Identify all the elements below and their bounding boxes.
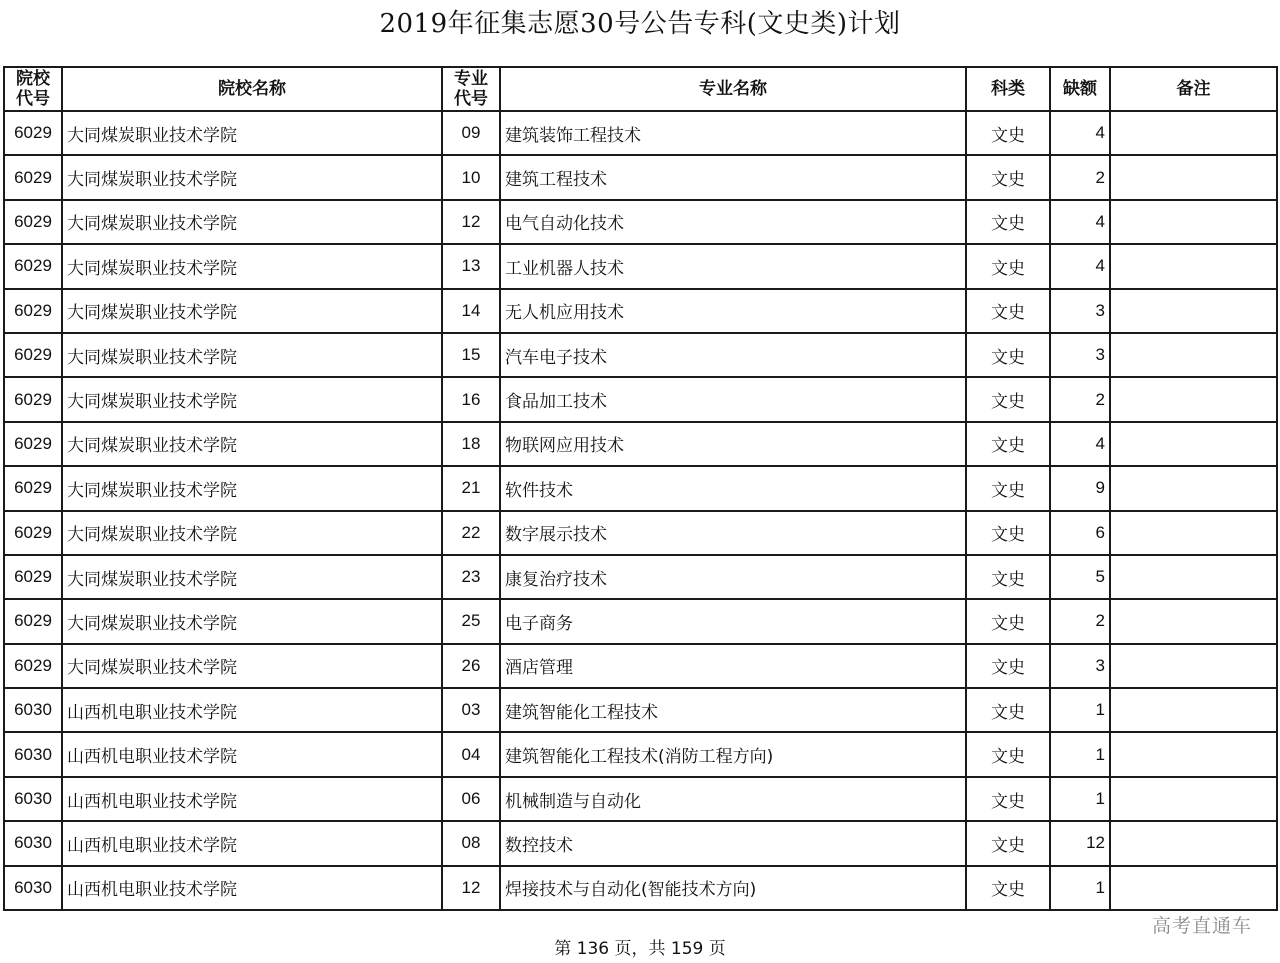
cell-major-code: 12 bbox=[442, 200, 500, 244]
cell-school-name: 大同煤炭职业技术学院 bbox=[62, 377, 442, 421]
cell-school-code: 6030 bbox=[4, 821, 62, 865]
cell-school-name: 大同煤炭职业技术学院 bbox=[62, 333, 442, 377]
cell-school-name: 大同煤炭职业技术学院 bbox=[62, 599, 442, 643]
cell-major-name: 电气自动化技术 bbox=[500, 200, 966, 244]
cell-remark bbox=[1110, 289, 1277, 333]
cell-quota: 2 bbox=[1050, 155, 1110, 199]
cell-school-code: 6029 bbox=[4, 555, 62, 599]
cell-school-name: 山西机电职业技术学院 bbox=[62, 821, 442, 865]
cell-remark bbox=[1110, 777, 1277, 821]
cell-major-code: 03 bbox=[442, 688, 500, 732]
table-row bbox=[4, 333, 1277, 377]
cell-major-code: 10 bbox=[442, 155, 500, 199]
table-row bbox=[4, 200, 1277, 244]
cell-quota: 3 bbox=[1050, 333, 1110, 377]
cell-school-code: 6030 bbox=[4, 777, 62, 821]
cell-category: 文史 bbox=[966, 599, 1050, 643]
header-school-name: 院校名称 bbox=[62, 67, 442, 111]
cell-school-name: 大同煤炭职业技术学院 bbox=[62, 200, 442, 244]
table-row bbox=[4, 821, 1277, 865]
cell-remark bbox=[1110, 200, 1277, 244]
cell-school-code: 6029 bbox=[4, 244, 62, 288]
cell-remark bbox=[1110, 644, 1277, 688]
cell-remark bbox=[1110, 244, 1277, 288]
cell-major-code: 23 bbox=[442, 555, 500, 599]
table-row bbox=[4, 599, 1277, 643]
cell-category: 文史 bbox=[966, 777, 1050, 821]
cell-school-code: 6029 bbox=[4, 644, 62, 688]
cell-major-code: 18 bbox=[442, 422, 500, 466]
cell-major-name: 康复治疗技术 bbox=[500, 555, 966, 599]
cell-major-name: 工业机器人技术 bbox=[500, 244, 966, 288]
cell-school-name: 大同煤炭职业技术学院 bbox=[62, 155, 442, 199]
cell-quota: 2 bbox=[1050, 599, 1110, 643]
table-row bbox=[4, 777, 1277, 821]
table-row bbox=[4, 511, 1277, 555]
cell-major-code: 25 bbox=[442, 599, 500, 643]
cell-major-code: 04 bbox=[442, 732, 500, 776]
cell-remark bbox=[1110, 511, 1277, 555]
table-row bbox=[4, 732, 1277, 776]
cell-remark bbox=[1110, 821, 1277, 865]
cell-remark bbox=[1110, 555, 1277, 599]
cell-major-code: 14 bbox=[442, 289, 500, 333]
cell-major-code: 08 bbox=[442, 821, 500, 865]
table-row bbox=[4, 644, 1277, 688]
cell-school-name: 大同煤炭职业技术学院 bbox=[62, 111, 442, 155]
cell-major-name: 建筑智能化工程技术 bbox=[500, 688, 966, 732]
cell-school-code: 6030 bbox=[4, 732, 62, 776]
cell-major-name: 软件技术 bbox=[500, 466, 966, 510]
cell-major-code: 15 bbox=[442, 333, 500, 377]
cell-major-code: 22 bbox=[442, 511, 500, 555]
header-quota: 缺额 bbox=[1050, 67, 1110, 111]
cell-quota: 12 bbox=[1050, 821, 1110, 865]
cell-remark bbox=[1110, 866, 1277, 910]
cell-major-code: 26 bbox=[442, 644, 500, 688]
cell-quota: 4 bbox=[1050, 200, 1110, 244]
cell-school-name: 山西机电职业技术学院 bbox=[62, 688, 442, 732]
cell-school-code: 6029 bbox=[4, 289, 62, 333]
watermark: 高考直通车 bbox=[1151, 915, 1252, 937]
cell-school-name: 大同煤炭职业技术学院 bbox=[62, 289, 442, 333]
cell-category: 文史 bbox=[966, 688, 1050, 732]
cell-remark bbox=[1110, 422, 1277, 466]
table-row bbox=[4, 466, 1277, 510]
cell-school-name: 大同煤炭职业技术学院 bbox=[62, 422, 442, 466]
cell-school-name: 大同煤炭职业技术学院 bbox=[62, 244, 442, 288]
cell-quota: 1 bbox=[1050, 866, 1110, 910]
cell-major-name: 食品加工技术 bbox=[500, 377, 966, 421]
cell-category: 文史 bbox=[966, 333, 1050, 377]
cell-school-code: 6030 bbox=[4, 866, 62, 910]
table-body bbox=[4, 111, 1277, 910]
cell-major-name: 汽车电子技术 bbox=[500, 333, 966, 377]
cell-remark bbox=[1110, 111, 1277, 155]
cell-quota: 1 bbox=[1050, 732, 1110, 776]
cell-quota: 1 bbox=[1050, 688, 1110, 732]
cell-major-code: 12 bbox=[442, 866, 500, 910]
cell-major-name: 机械制造与自动化 bbox=[500, 777, 966, 821]
cell-school-name: 山西机电职业技术学院 bbox=[62, 866, 442, 910]
table-row bbox=[4, 422, 1277, 466]
cell-school-name: 山西机电职业技术学院 bbox=[62, 732, 442, 776]
cell-school-code: 6029 bbox=[4, 111, 62, 155]
cell-school-code: 6029 bbox=[4, 422, 62, 466]
cell-school-code: 6030 bbox=[4, 688, 62, 732]
header-major-name: 专业名称 bbox=[500, 67, 966, 111]
cell-category: 文史 bbox=[966, 644, 1050, 688]
cell-major-code: 21 bbox=[442, 466, 500, 510]
cell-major-code: 13 bbox=[442, 244, 500, 288]
cell-major-name: 酒店管理 bbox=[500, 644, 966, 688]
plan-table bbox=[3, 66, 1278, 911]
cell-school-code: 6029 bbox=[4, 200, 62, 244]
cell-quota: 4 bbox=[1050, 244, 1110, 288]
page-title: 2019年征集志愿30号公告专科(文史类)计划 bbox=[379, 9, 901, 39]
cell-quota: 5 bbox=[1050, 555, 1110, 599]
cell-category: 文史 bbox=[966, 244, 1050, 288]
cell-remark bbox=[1110, 599, 1277, 643]
cell-school-code: 6029 bbox=[4, 155, 62, 199]
cell-major-code: 09 bbox=[442, 111, 500, 155]
cell-category: 文史 bbox=[966, 466, 1050, 510]
page-footer: 第 136 页，共 159 页 bbox=[554, 939, 726, 959]
cell-remark bbox=[1110, 688, 1277, 732]
cell-quota: 2 bbox=[1050, 377, 1110, 421]
cell-major-name: 物联网应用技术 bbox=[500, 422, 966, 466]
cell-remark bbox=[1110, 732, 1277, 776]
cell-school-code: 6029 bbox=[4, 333, 62, 377]
cell-category: 文史 bbox=[966, 200, 1050, 244]
cell-category: 文史 bbox=[966, 155, 1050, 199]
cell-quota: 3 bbox=[1050, 644, 1110, 688]
cell-major-name: 数字展示技术 bbox=[500, 511, 966, 555]
cell-category: 文史 bbox=[966, 555, 1050, 599]
cell-school-code: 6029 bbox=[4, 377, 62, 421]
cell-school-name: 大同煤炭职业技术学院 bbox=[62, 555, 442, 599]
cell-quota: 4 bbox=[1050, 422, 1110, 466]
table-row bbox=[4, 111, 1277, 155]
cell-remark bbox=[1110, 155, 1277, 199]
table-row bbox=[4, 155, 1277, 199]
cell-category: 文史 bbox=[966, 289, 1050, 333]
table-row bbox=[4, 289, 1277, 333]
header-major-code: 专业代号 bbox=[442, 67, 500, 111]
cell-remark bbox=[1110, 377, 1277, 421]
cell-school-code: 6029 bbox=[4, 466, 62, 510]
cell-category: 文史 bbox=[966, 422, 1050, 466]
cell-category: 文史 bbox=[966, 821, 1050, 865]
cell-major-name: 建筑装饰工程技术 bbox=[500, 111, 966, 155]
table-row bbox=[4, 555, 1277, 599]
cell-category: 文史 bbox=[966, 111, 1050, 155]
cell-school-name: 山西机电职业技术学院 bbox=[62, 777, 442, 821]
cell-category: 文史 bbox=[966, 377, 1050, 421]
table-row bbox=[4, 244, 1277, 288]
cell-major-name: 电子商务 bbox=[500, 599, 966, 643]
cell-remark bbox=[1110, 333, 1277, 377]
cell-remark bbox=[1110, 466, 1277, 510]
table-header-row bbox=[4, 67, 1277, 111]
header-school-code: 院校代号 bbox=[4, 67, 62, 111]
cell-quota: 9 bbox=[1050, 466, 1110, 510]
cell-quota: 6 bbox=[1050, 511, 1110, 555]
cell-category: 文史 bbox=[966, 511, 1050, 555]
cell-major-name: 建筑工程技术 bbox=[500, 155, 966, 199]
cell-major-name: 焊接技术与自动化(智能技术方向) bbox=[500, 866, 966, 910]
table-row bbox=[4, 866, 1277, 910]
cell-quota: 1 bbox=[1050, 777, 1110, 821]
cell-major-name: 数控技术 bbox=[500, 821, 966, 865]
cell-school-code: 6029 bbox=[4, 511, 62, 555]
header-category: 科类 bbox=[966, 67, 1050, 111]
table-row bbox=[4, 688, 1277, 732]
cell-school-name: 大同煤炭职业技术学院 bbox=[62, 644, 442, 688]
cell-major-name: 无人机应用技术 bbox=[500, 289, 966, 333]
cell-school-name: 大同煤炭职业技术学院 bbox=[62, 511, 442, 555]
cell-category: 文史 bbox=[966, 866, 1050, 910]
cell-category: 文史 bbox=[966, 732, 1050, 776]
table-row bbox=[4, 377, 1277, 421]
cell-major-name: 建筑智能化工程技术(消防工程方向) bbox=[500, 732, 966, 776]
cell-quota: 4 bbox=[1050, 111, 1110, 155]
cell-quota: 3 bbox=[1050, 289, 1110, 333]
header-remark: 备注 bbox=[1110, 67, 1277, 111]
cell-major-code: 16 bbox=[442, 377, 500, 421]
cell-major-code: 06 bbox=[442, 777, 500, 821]
cell-school-code: 6029 bbox=[4, 599, 62, 643]
cell-school-name: 大同煤炭职业技术学院 bbox=[62, 466, 442, 510]
